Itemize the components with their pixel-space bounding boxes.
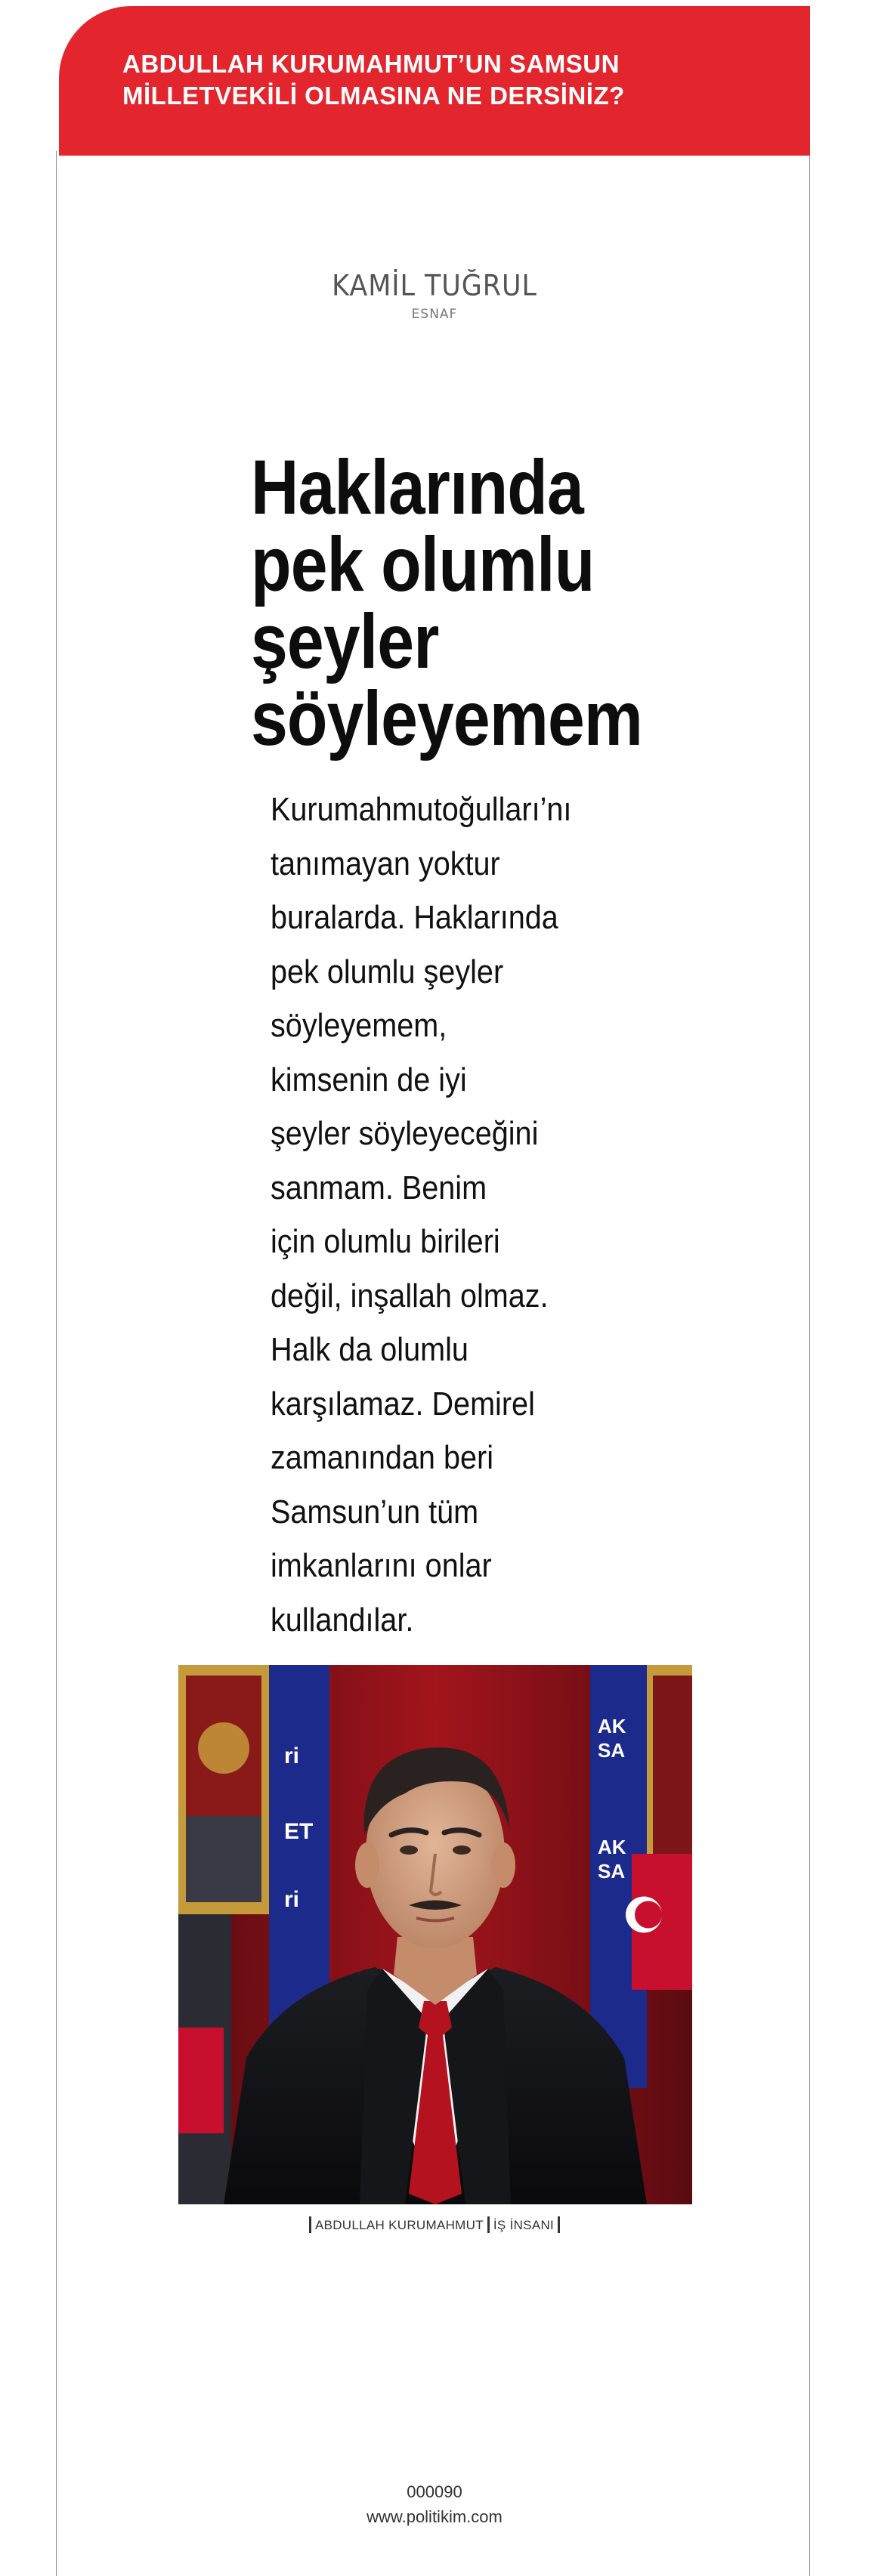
body-line: imkanlarını onlar [271, 1547, 492, 1584]
body-line: pek olumlu şeyler [271, 953, 504, 990]
portrait-illustration [178, 1665, 692, 2204]
caption-divider [309, 2216, 311, 2233]
backdrop-flag-right [632, 1854, 692, 1990]
caption-title: İŞ İNSANI [493, 2218, 555, 2232]
headline-line: pek olumlu [251, 521, 595, 607]
body-line: kimsenin de iyi [271, 1061, 467, 1098]
body-line: Halk da olumlu [271, 1331, 469, 1368]
photo-caption [0, 2216, 869, 2233]
body-line: tanımayan yoktur [271, 845, 500, 882]
portrait-photo [178, 1665, 692, 2204]
svg-text:AK: AK [598, 1715, 626, 1737]
body-line: karşılamaz. Demirel [271, 1385, 535, 1422]
body-line: söyleyemem, [271, 1007, 447, 1044]
svg-text:SA: SA [598, 1739, 626, 1762]
body-line: değil, inşallah olmaz. [271, 1277, 549, 1314]
body-line: Kurumahmutoğulları’nı [271, 791, 572, 828]
caption-divider [558, 2216, 560, 2233]
question-line-1: ABDULLAH KURUMAHMUT’UN SAMSUN [122, 50, 620, 78]
page-code: 000090 [407, 2482, 462, 2501]
caption-name: ABDULLAH KURUMAHMUT [314, 2218, 484, 2232]
headline [251, 444, 666, 761]
backdrop-flag-left [178, 2028, 224, 2133]
svg-text:ET: ET [284, 1819, 314, 1844]
headline-line: söyleyemem [251, 675, 643, 761]
svg-text:SA: SA [598, 1860, 626, 1883]
svg-text:AK: AK [598, 1836, 626, 1858]
body-line: için olumlu birileri [271, 1223, 500, 1260]
body-line: Samsun’un tüm [271, 1493, 479, 1530]
headline-line: Haklarında [251, 444, 583, 530]
body-line: şeyler söyleyeceğini [271, 1115, 539, 1152]
website-link[interactable]: www.politikim.com [366, 2507, 503, 2526]
page-footer [0, 2480, 869, 2530]
svg-text:ri: ri [284, 1887, 300, 1912]
question-banner [59, 6, 810, 156]
svg-text:ri: ri [284, 1744, 300, 1768]
author-name: KAMİL TUĞRUL [332, 269, 537, 302]
body-line: buralarda. Haklarında [271, 899, 558, 936]
body-line: sanmam. Benim [271, 1169, 487, 1206]
body-line: kullandılar. [271, 1601, 414, 1639]
author-block [0, 269, 869, 322]
quote-body [271, 783, 624, 1647]
question-line-2: MİLLETVEKİLİ OLMASINA NE DERSİNİZ? [122, 82, 625, 110]
body-line: zamanından beri [271, 1439, 493, 1476]
headline-line: şeyler [251, 598, 439, 684]
author-role: ESNAF [411, 307, 458, 322]
caption-divider [487, 2216, 490, 2233]
